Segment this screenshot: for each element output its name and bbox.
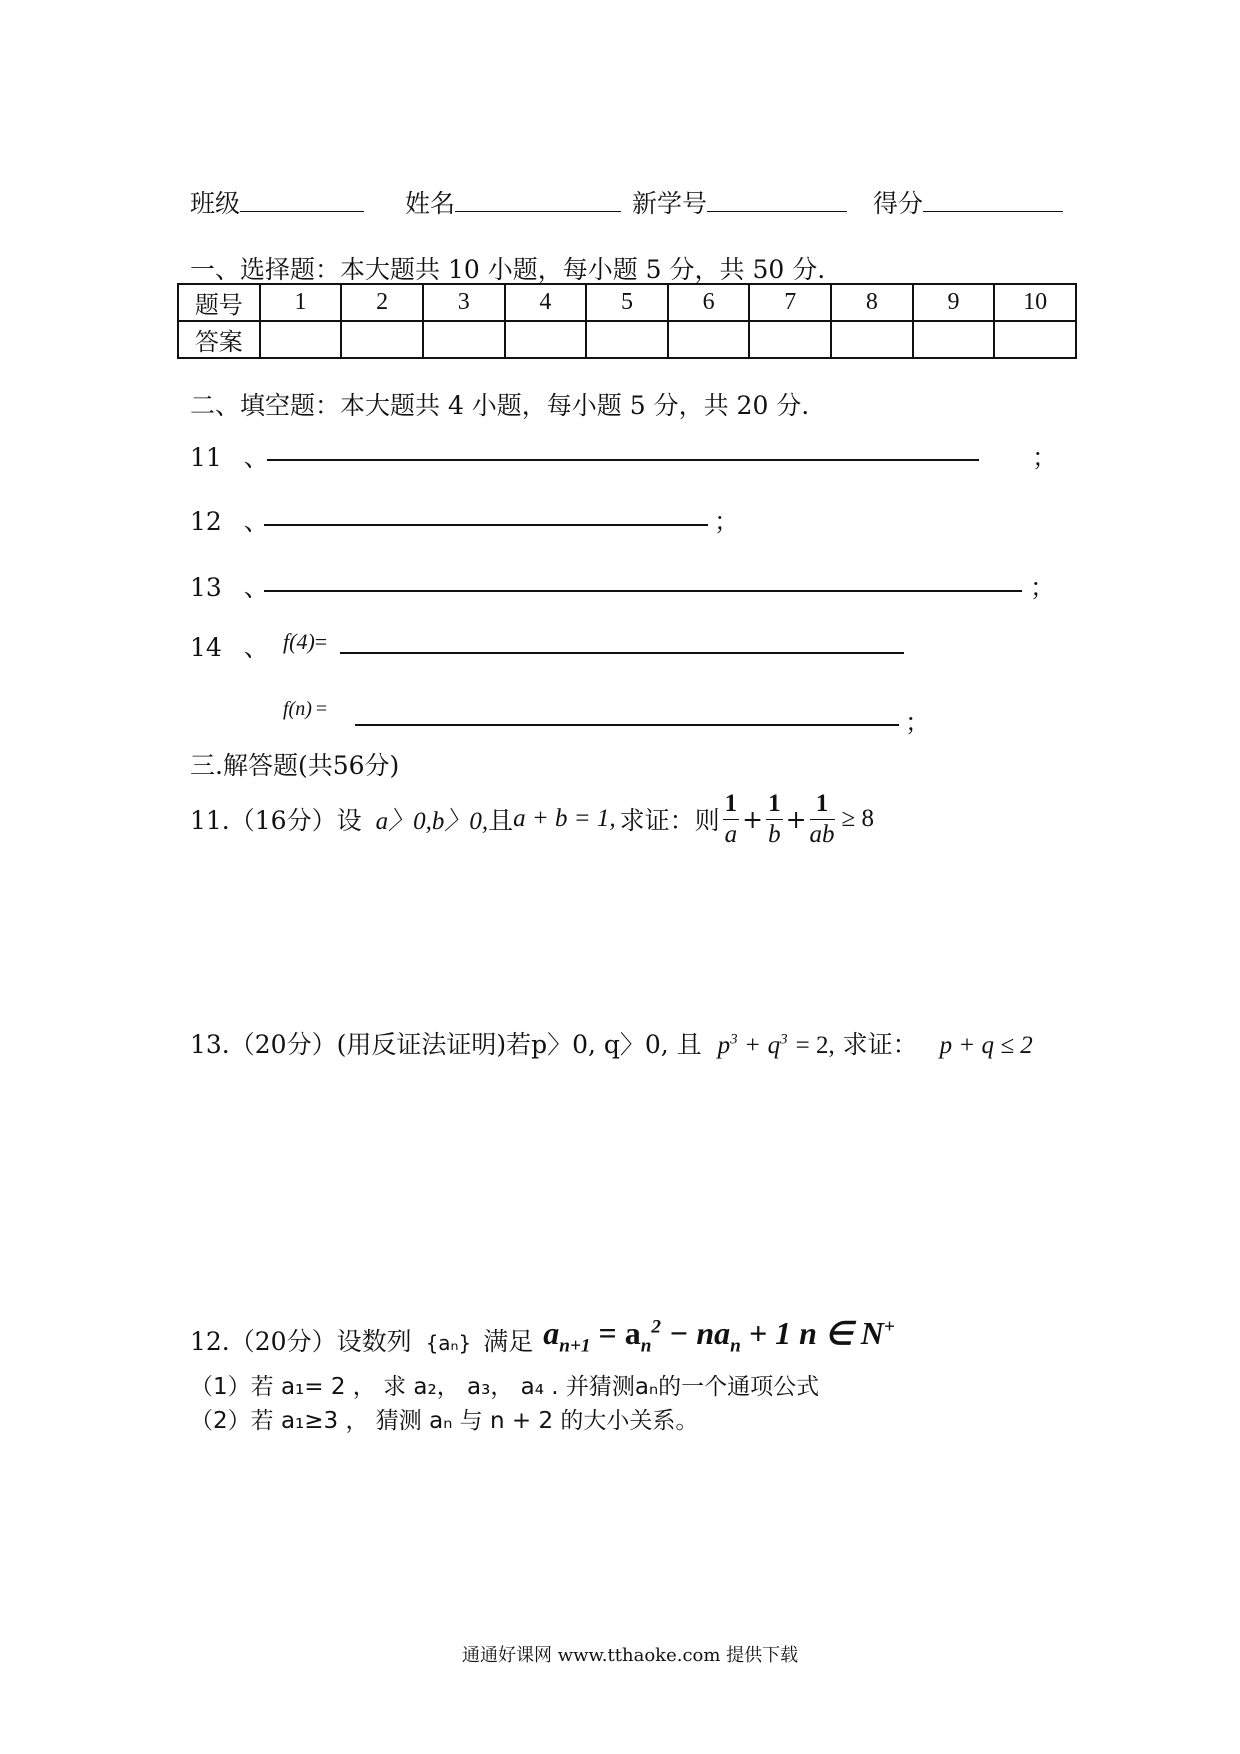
fill-blank-12[interactable] (264, 524, 708, 526)
row-header-number: 题号 (178, 284, 260, 321)
fill-item-number: 13 、 (190, 573, 269, 602)
fraction-1-over-a: $\frac{1}{a}$ (724, 789, 738, 848)
recurrence-formula: $a_{n+1} = a_n^2 - na_n + 1$ n ∈ N+ (543, 1315, 895, 1357)
footer-text: 通通好课网 www.tthaoke.com 提供下载 (462, 1645, 799, 1666)
fill-blank-14b[interactable] (355, 724, 899, 726)
name-label: 姓名 (405, 189, 456, 218)
fill-item-number: 12 、 (190, 507, 269, 536)
fill-blank-11[interactable] (267, 459, 979, 461)
answer-cell[interactable] (831, 321, 913, 358)
question-number: 6 (668, 284, 750, 321)
table-row (178, 321, 1076, 358)
question-11: 11.（16分）设 a〉0,b〉0, 且 a + b = 1, 求证：则 $\frac{1}{a}$ + $\frac{1}{b}$ + $\frac{1}{ab}$ ≥ 8 (190, 789, 875, 848)
fill-end: ； (714, 507, 740, 536)
question-number: 8 (831, 284, 913, 321)
question-12: 12.（20分）设数列 {aₙ} 满足 $a_{n+1} = a_n^2 - na_n + 1$ n ∈ N+ (190, 1315, 895, 1357)
fill-item-number: 14 、 (190, 633, 269, 662)
fill-item-number: 11 、 (190, 443, 269, 472)
answer-cell[interactable] (913, 321, 995, 358)
fill-blank-13[interactable] (264, 590, 1022, 592)
answer-cell[interactable] (586, 321, 668, 358)
fill-blank-14a[interactable] (340, 652, 904, 654)
class-label: 班级 (190, 189, 241, 218)
answer-cell[interactable] (260, 321, 342, 358)
name-field (405, 184, 621, 220)
question-number: 9 (913, 284, 995, 321)
section1-title: 一、选择题：本大题共 10 小题，每小题 5 分，共 50 分. (190, 255, 826, 284)
row-header-answer: 答案 (178, 321, 260, 358)
section2-title: 二、填空题：本大题共 4 小题，每小题 5 分，共 20 分. (190, 391, 810, 420)
question-number: 3 (423, 284, 505, 321)
student-id-blank[interactable] (707, 211, 847, 212)
question-number: 10 (994, 284, 1076, 321)
class-blank[interactable] (240, 211, 364, 212)
question-number: 7 (749, 284, 831, 321)
question-12-part2: （2）若 a₁≥3 ， 猜测 aₙ 与 n + 2 的大小关系。 (190, 1408, 699, 1434)
question-number: 1 (260, 284, 342, 321)
fn-label: f(n) = (283, 698, 328, 720)
header-row (190, 184, 364, 220)
fill-end: ； (905, 708, 931, 737)
fill-end: ； (1030, 573, 1056, 602)
question-13: 13.（20分）(用反证法证明)若p〉0, q〉0, 且 $p^3 + q^3 = 2$, 求证： p + q ≤ 2 (190, 1030, 1033, 1059)
answer-table (177, 283, 1077, 359)
fraction-1-over-b: $\frac{1}{b}$ (768, 789, 781, 848)
fill-end: ； (1032, 443, 1058, 472)
question-number: 5 (586, 284, 668, 321)
name-blank[interactable] (455, 211, 621, 212)
score-label: 得分 (873, 189, 924, 218)
answer-cell[interactable] (668, 321, 750, 358)
score-field (873, 184, 1063, 220)
f4-label: f(4)= (283, 629, 328, 654)
student-id-field (632, 184, 847, 220)
answer-cell[interactable] (341, 321, 423, 358)
fraction-1-over-ab: $\frac{1}{ab}$ (809, 789, 835, 848)
section3-title: 三.解答题(共56分) (190, 751, 400, 780)
table-row (178, 284, 1076, 321)
question-12-part1: （1）若 a₁= 2 ， 求 a₂， a₃， a₄ . 并猜测aₙ的一个通项公式 (190, 1374, 820, 1400)
answer-cell[interactable] (505, 321, 587, 358)
answer-cell[interactable] (994, 321, 1076, 358)
score-blank[interactable] (923, 211, 1063, 212)
question-number: 4 (505, 284, 587, 321)
answer-cell[interactable] (423, 321, 505, 358)
question-number: 2 (341, 284, 423, 321)
student-id-label: 新学号 (632, 189, 708, 218)
answer-cell[interactable] (749, 321, 831, 358)
